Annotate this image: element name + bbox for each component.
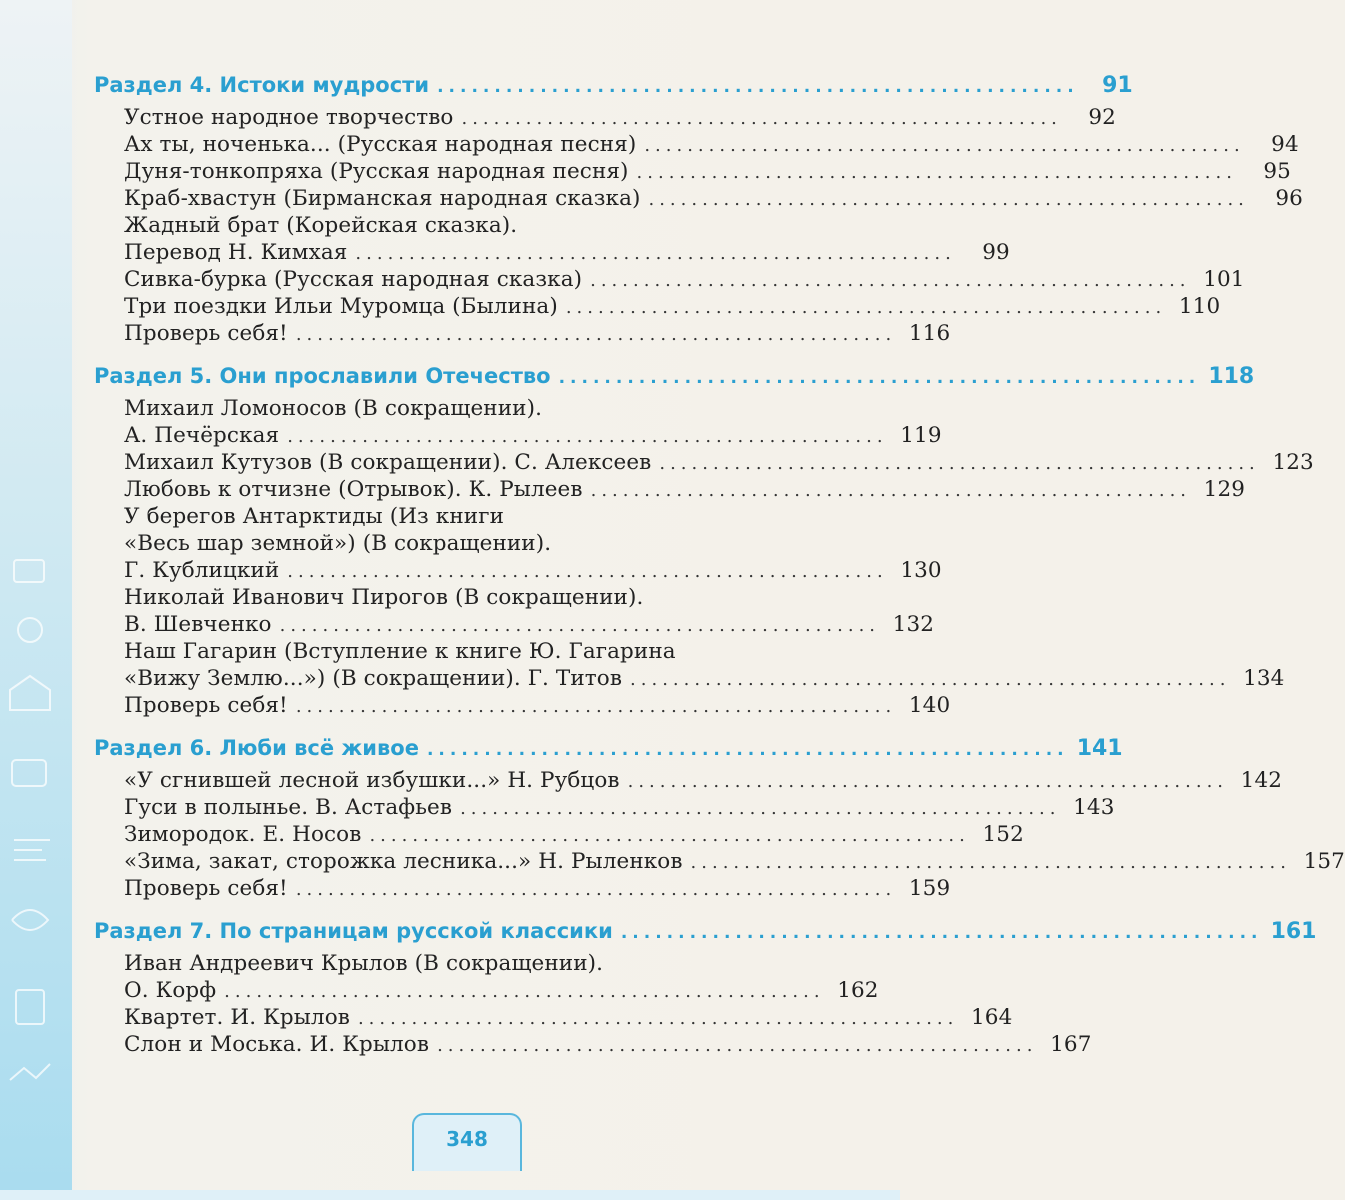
entry-title: В. Шевченко	[124, 612, 272, 637]
dot-leader: ........................................................	[369, 825, 970, 846]
entry-title: Устное народное творчество	[124, 105, 454, 130]
entry-title: Проверь себя!	[124, 876, 288, 901]
entry-title: Наш Гагарин (Вступление к книге Ю. Гагарина	[124, 639, 676, 664]
entry-title: Иван Андреевич Крылов (В сокращении).	[124, 951, 604, 976]
entry-page-number: 164	[971, 1005, 1013, 1030]
toc-entry	[124, 821, 1024, 848]
entry-title: «Вижу Землю...») (В сокращении). Г. Титов	[124, 666, 623, 691]
dot-leader: ........................................................	[636, 162, 1237, 183]
entry-title: Проверь себя!	[124, 321, 288, 346]
dot-leader: ........................................................	[287, 561, 888, 582]
dot-leader: ........................................................	[590, 270, 1191, 291]
entry-title: «У сгнившей лесной избушки...» Н. Рубцов	[124, 768, 620, 793]
entry-page-number: 99	[982, 240, 1010, 265]
entry-title: «Зима, закат, сторожка лесника...» Н. Рыленков	[124, 849, 683, 874]
entry-page-number: 110	[1178, 294, 1221, 319]
dot-leader: ........................................................	[590, 480, 1192, 501]
dot-leader: ........................................................	[437, 1035, 1038, 1056]
toc-entry	[124, 875, 951, 902]
section-title: Раздел 5. Они прославили Отечество	[94, 364, 551, 388]
dot-leader: ........................................................	[659, 453, 1260, 474]
toc-entry	[124, 104, 1116, 131]
entry-title: Проверь себя!	[124, 693, 288, 718]
table-of-contents	[94, 70, 1345, 1072]
toc-entry	[124, 395, 854, 422]
dot-leader: ........................................................	[355, 243, 956, 264]
section-heading	[94, 916, 1317, 946]
dot-leader: ........................................................	[224, 981, 825, 1002]
entry-title: Перевод Н. Кимхая	[124, 240, 348, 265]
entry-title: Квартет. И. Крылов	[124, 1005, 350, 1030]
entry-page-number: 167	[1050, 1032, 1092, 1057]
toc-entry	[124, 1031, 1092, 1058]
toc-entry	[124, 131, 1299, 158]
dot-leader: ........................................................	[620, 923, 1263, 943]
section-page-number: 91	[1102, 73, 1133, 98]
entry-title: Зимородок. Е. Носов	[124, 822, 362, 847]
dot-leader: ........................................................	[644, 135, 1245, 156]
entry-page-number: 116	[908, 321, 951, 346]
section-heading	[94, 361, 1255, 391]
toc-entry	[124, 767, 1283, 794]
section-entries	[94, 395, 1314, 719]
toc-entry	[124, 503, 854, 530]
entry-page-number: 142	[1240, 768, 1283, 793]
toc-entry	[124, 611, 935, 638]
dot-leader: ........................................................	[357, 1008, 959, 1029]
dot-leader: ........................................................	[295, 696, 897, 717]
entry-title: Краб-хвастун (Бирманская народная сказка)	[124, 186, 641, 211]
entry-title: О. Корф	[124, 978, 217, 1003]
section-entries	[94, 104, 1303, 347]
entry-page-number: 134	[1243, 666, 1285, 691]
dot-leader: ........................................................	[287, 426, 888, 447]
toc-entry	[124, 266, 1245, 293]
toc-entry	[124, 422, 942, 449]
dot-leader: ........................................................	[461, 108, 1062, 129]
dot-leader: ........................................................	[565, 297, 1167, 318]
entry-page-number: 123	[1272, 450, 1314, 475]
dot-leader: ........................................................	[279, 615, 881, 636]
dot-leader: ........................................................	[460, 798, 1061, 819]
toc-entry	[124, 449, 1314, 476]
entry-title: Ах ты, ноченька... (Русская народная песня)	[124, 132, 637, 157]
toc-entry	[124, 848, 1345, 875]
entry-title: Сивка-бурка (Русская народная сказка)	[124, 267, 583, 292]
entry-page-number: 143	[1073, 795, 1115, 820]
toc-entry	[124, 239, 1010, 266]
entry-title: Г. Кублицкий	[124, 558, 280, 583]
entry-title: Гуси в полынье. В. Астафьев	[124, 795, 453, 820]
page-number: 348	[446, 1127, 488, 1151]
section-entries	[94, 950, 1092, 1058]
toc-entry	[124, 692, 951, 719]
entry-page-number: 130	[900, 558, 942, 583]
dot-leader: ........................................................	[690, 852, 1291, 873]
toc-entry	[124, 158, 1291, 185]
doodle-icons	[0, 0, 66, 1200]
toc-entry	[124, 293, 1221, 320]
toc-entry	[124, 638, 854, 665]
entry-title: Три поездки Ильи Муромца (Былина)	[124, 294, 558, 319]
entry-page-number: 152	[982, 822, 1024, 847]
toc-entry	[124, 794, 1115, 821]
toc-entry	[124, 530, 854, 557]
dot-leader: ........................................................	[437, 77, 1079, 97]
entry-page-number: 119	[900, 423, 942, 448]
dot-leader: ........................................................	[630, 669, 1231, 690]
entry-page-number: 159	[908, 876, 951, 901]
toc-entry	[124, 584, 854, 611]
entry-page-number: 132	[892, 612, 935, 637]
entry-page-number: 95	[1263, 159, 1291, 184]
toc-entry	[124, 185, 1303, 212]
dot-leader: ........................................................	[295, 324, 897, 345]
entry-page-number: 92	[1088, 105, 1116, 130]
toc-entry	[124, 665, 1285, 692]
section-title: Раздел 6. Люби всё живое	[94, 736, 419, 760]
entry-title: «Весь шар земной») (В сокращении).	[124, 531, 552, 556]
toc-entry	[124, 476, 1246, 503]
entry-page-number: 140	[908, 693, 951, 718]
dot-leader: ........................................................	[426, 740, 1069, 760]
entry-title: Михаил Ломоносов (В сокращении).	[124, 396, 543, 421]
dot-leader: ........................................................	[295, 879, 897, 900]
entry-page-number: 101	[1203, 267, 1245, 292]
section-heading	[94, 70, 1133, 100]
entry-title: Слон и Моська. И. Крылов	[124, 1032, 430, 1057]
entry-title: Николай Иванович Пирогов (В сокращении).	[124, 585, 644, 610]
decorative-margin	[0, 0, 72, 1200]
entry-page-number: 94	[1271, 132, 1299, 157]
entry-page-number: 162	[837, 978, 879, 1003]
section-heading	[94, 733, 1123, 763]
section-page-number: 161	[1270, 919, 1317, 944]
entry-page-number: 96	[1275, 186, 1303, 211]
toc-entry	[124, 977, 879, 1004]
entry-title: А. Печёрская	[124, 423, 280, 448]
dot-leader: ........................................................	[627, 771, 1229, 792]
dot-leader: ........................................................	[648, 189, 1249, 210]
section-title: Раздел 7. По страницам русской классики	[94, 919, 613, 943]
dot-leader: ........................................................	[558, 368, 1201, 388]
entry-title: У берегов Антарктиды (Из книги	[124, 504, 504, 529]
bottom-band	[0, 1190, 900, 1200]
toc-entry	[124, 212, 854, 239]
entry-page-number: 129	[1203, 477, 1246, 502]
toc-entry	[124, 950, 854, 977]
toc-entry	[124, 557, 942, 584]
toc-entry	[124, 320, 951, 347]
entry-title: Михаил Кутузов (В сокращении). С. Алексеев	[124, 450, 652, 475]
section-entries	[94, 767, 1345, 902]
entry-page-number: 157	[1303, 849, 1345, 874]
section-title: Раздел 4. Истоки мудрости	[94, 73, 430, 97]
page-number-tab	[412, 1113, 522, 1171]
entry-title: Любовь к отчизне (Отрывок). К. Рылеев	[124, 477, 583, 502]
section-page-number: 118	[1208, 364, 1255, 389]
entry-title: Жадный брат (Корейская сказка).	[124, 213, 518, 238]
section-page-number: 141	[1076, 736, 1123, 761]
toc-entry	[124, 1004, 1013, 1031]
entry-title: Дуня-тонкопряха (Русская народная песня)	[124, 159, 629, 184]
